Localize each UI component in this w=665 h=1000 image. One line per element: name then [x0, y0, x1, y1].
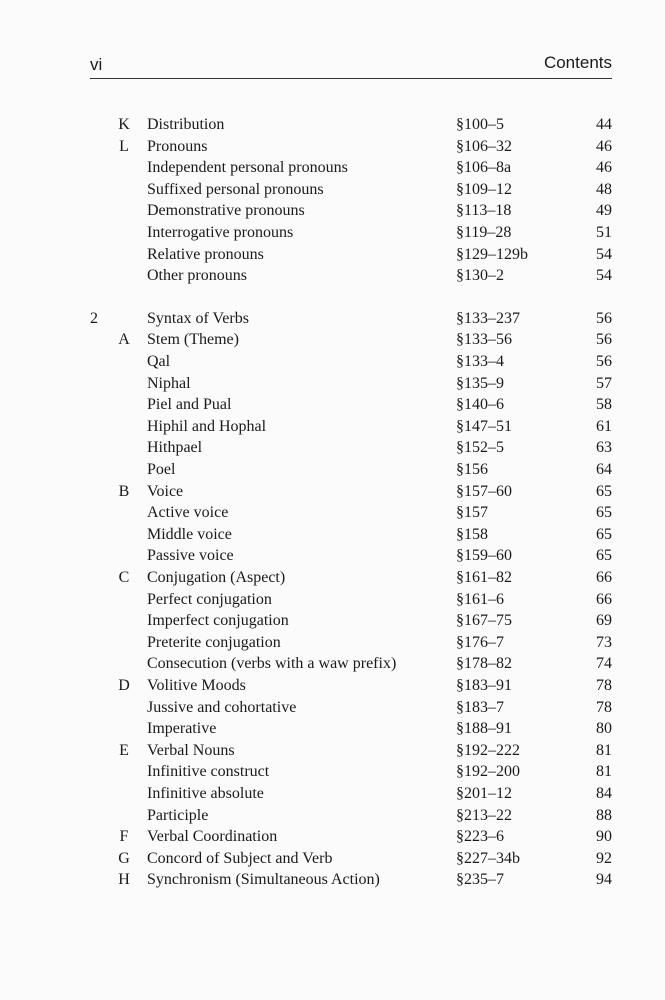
entry-letter: C [118, 569, 130, 586]
entry-section: §109–12 [456, 180, 512, 198]
entry-page: 66 [596, 590, 612, 608]
toc-entry [0, 329, 665, 351]
entry-title: Demonstrative pronouns [147, 202, 305, 220]
entry-section: §161–82 [456, 569, 512, 586]
entry-section: §152–5 [456, 439, 504, 457]
entry-letter: K [118, 116, 130, 133]
entry-section: §140–6 [456, 396, 504, 414]
entry-title: Perfect conjugation [147, 590, 272, 608]
toc-entry [0, 826, 665, 848]
entry-title: Concord of Subject and Verb [147, 849, 333, 867]
entry-section: §133–4 [456, 353, 504, 370]
entry-letter: B [118, 482, 130, 500]
entry-section: §167–75 [456, 612, 512, 630]
entry-page: 65 [596, 482, 612, 500]
entry-title: Pronouns [147, 137, 208, 155]
entry-page: 63 [596, 439, 612, 457]
toc-entry [0, 308, 665, 330]
entry-section: §133–56 [456, 331, 512, 349]
entry-section: §130–2 [456, 267, 504, 285]
entry-page: 46 [596, 159, 612, 177]
entry-title: Relative pronouns [147, 245, 264, 263]
entry-title: Syntax of Verbs [147, 309, 249, 327]
toc-entry [0, 200, 665, 222]
entry-letter: F [119, 828, 129, 846]
entry-section: §159–60 [456, 547, 512, 565]
entry-page: 90 [596, 828, 612, 846]
entry-page: 44 [596, 116, 612, 133]
entry-page: 78 [596, 677, 612, 694]
toc-entry [0, 373, 665, 395]
toc-entry [0, 222, 665, 244]
entry-title: Piel and Pual [147, 396, 232, 414]
entry-letter: E [119, 741, 129, 759]
entry-section: §183–7 [456, 698, 504, 716]
entry-page: 48 [596, 180, 612, 198]
toc-entry [0, 136, 665, 158]
toc-entry [0, 783, 665, 805]
toc-entry [0, 848, 665, 870]
entry-title: Poel [147, 461, 176, 478]
entry-title: Niphal [147, 374, 191, 392]
entry-letter: A [118, 331, 130, 349]
entry-page: 74 [596, 655, 612, 673]
toc-entry [0, 481, 665, 503]
entry-title: Distribution [147, 116, 225, 133]
entry-letter: L [119, 137, 129, 155]
page-number: vi [90, 55, 103, 74]
entry-title: Imperative [147, 720, 217, 738]
entry-page: 46 [596, 137, 612, 155]
entry-number: 2 [90, 309, 98, 327]
entry-page: 94 [596, 871, 612, 889]
entry-page: 61 [596, 417, 612, 435]
entry-page: 81 [596, 741, 612, 759]
toc-entry [0, 761, 665, 783]
entry-section: §223–6 [456, 828, 504, 846]
entry-title: Imperfect conjugation [147, 612, 289, 630]
entry-section: §106–32 [456, 137, 512, 155]
entry-page: 56 [596, 331, 612, 349]
toc-entry [0, 675, 665, 697]
entry-title: Jussive and cohortative [147, 698, 297, 716]
entry-title: Infinitive construct [147, 763, 270, 781]
entry-title: Volitive Moods [147, 677, 246, 694]
entry-section: §119–28 [456, 224, 512, 241]
page-header [90, 52, 612, 79]
entry-title: Preterite conjugation [147, 633, 281, 651]
entry-section: §158 [456, 525, 488, 543]
entry-title: Participle [147, 806, 209, 824]
toc-entry [0, 244, 665, 266]
toc-entry [0, 265, 665, 287]
entry-title: Interrogative pronouns [147, 224, 294, 241]
entry-title: Consecution (verbs with a waw prefix) [147, 655, 397, 673]
entry-page: 73 [596, 633, 612, 651]
toc-entry [0, 869, 665, 891]
toc-entry [0, 589, 665, 611]
entry-section: §113–18 [456, 202, 512, 220]
entry-section: §183–91 [456, 677, 512, 694]
entry-section: §192–200 [456, 763, 520, 781]
entry-section: §176–7 [456, 633, 504, 651]
entry-page: 65 [596, 504, 612, 522]
entry-title: Conjugation (Aspect) [147, 569, 286, 586]
entry-page: 88 [596, 806, 612, 824]
toc-entry [0, 653, 665, 675]
entry-page: 56 [596, 309, 612, 327]
entry-page: 58 [596, 396, 612, 414]
entry-page: 57 [596, 374, 612, 392]
entry-title: Independent personal pronouns [147, 159, 348, 177]
entry-title: Active voice [147, 504, 229, 522]
entry-page: 84 [596, 785, 612, 802]
entry-page: 56 [596, 353, 612, 370]
toc-entry [0, 394, 665, 416]
toc-entry [0, 157, 665, 179]
entry-page: 51 [596, 224, 612, 241]
entry-title: Infinitive absolute [147, 785, 264, 802]
toc-entry [0, 114, 665, 136]
entry-title: Suffixed personal pronouns [147, 180, 324, 198]
entry-title: Stem (Theme) [147, 331, 239, 349]
entry-section: §201–12 [456, 785, 512, 802]
toc-entry [0, 697, 665, 719]
entry-title: Voice [147, 482, 184, 500]
entry-section: §106–8a [456, 159, 512, 177]
toc-entry [0, 437, 665, 459]
entry-page: 92 [596, 849, 612, 867]
entry-section: §235–7 [456, 871, 504, 889]
entry-page: 64 [596, 461, 612, 478]
entry-page: 54 [596, 245, 612, 263]
toc-entry [0, 459, 665, 481]
entry-page: 69 [596, 612, 612, 630]
entry-page: 49 [596, 202, 612, 220]
entry-section: §100–5 [456, 116, 504, 133]
entry-section: §157–60 [456, 482, 512, 500]
toc-entry [0, 416, 665, 438]
toc-entry [0, 524, 665, 546]
entry-section: §227–34b [456, 849, 520, 867]
entry-section: §156 [456, 461, 488, 478]
entry-page: 81 [596, 763, 612, 781]
entry-letter: G [118, 849, 130, 867]
toc-entry [0, 740, 665, 762]
entry-page: 65 [596, 525, 612, 543]
toc-entry [0, 179, 665, 201]
entry-title: Synchronism (Simultaneous Action) [147, 871, 380, 889]
entry-section: §135–9 [456, 374, 504, 392]
entry-section: §188–91 [456, 720, 512, 738]
toc-entry [0, 805, 665, 827]
entry-letter: D [118, 677, 130, 694]
entry-title: Middle voice [147, 525, 232, 543]
entry-page: 66 [596, 569, 612, 586]
entry-title: Other pronouns [147, 267, 247, 285]
entry-title: Hithpael [147, 439, 203, 457]
toc-entry [0, 718, 665, 740]
entry-section: §178–82 [456, 655, 512, 673]
toc-entry [0, 502, 665, 524]
entry-section: §157 [456, 504, 488, 522]
entry-page: 78 [596, 698, 612, 716]
toc-entry [0, 545, 665, 567]
entry-title: Passive voice [147, 547, 234, 565]
toc-entry [0, 610, 665, 632]
entry-section: §161–6 [456, 590, 504, 608]
toc-entry [0, 351, 665, 373]
entry-section: §213–22 [456, 806, 512, 824]
toc-entry [0, 632, 665, 654]
entry-title: Qal [147, 353, 171, 370]
entry-section: §129–129b [456, 245, 528, 263]
entry-letter: H [118, 871, 130, 889]
entry-section: §133–237 [456, 309, 520, 327]
toc-entry [0, 567, 665, 589]
entry-page: 65 [596, 547, 612, 565]
entry-title: Hiphil and Hophal [147, 417, 267, 435]
entry-title: Verbal Coordination [147, 828, 278, 846]
entry-title: Verbal Nouns [147, 741, 235, 759]
entry-section: §147–51 [456, 417, 512, 435]
entry-section: §192–222 [456, 741, 520, 759]
entry-page: 54 [596, 267, 612, 285]
entry-page: 80 [596, 720, 612, 738]
running-head: Contents [543, 53, 612, 72]
